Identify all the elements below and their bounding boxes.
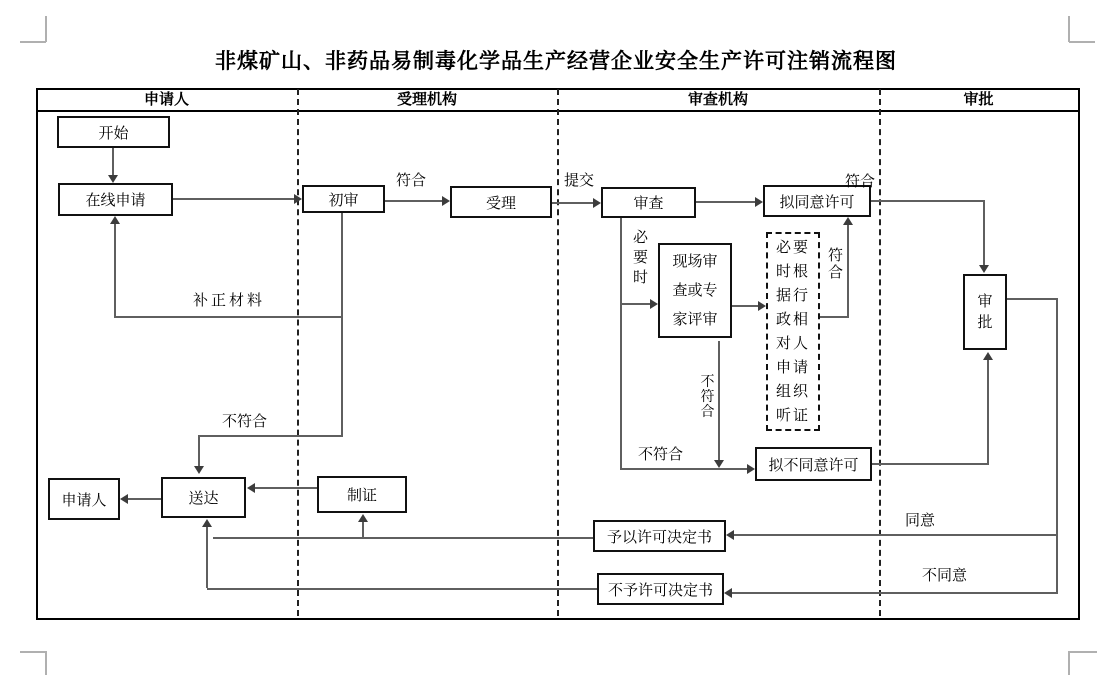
crop-mark-top-right-v bbox=[1068, 16, 1070, 42]
line-necessary-branch bbox=[622, 303, 653, 305]
arrow-into-makecert bbox=[358, 514, 368, 522]
arrow-into-proposed-disapprove bbox=[747, 464, 755, 474]
label-supplement: 补正材料 bbox=[193, 292, 266, 309]
crop-mark-bottom-right-h bbox=[1069, 651, 1097, 653]
label-not-conform-2: 不符合 bbox=[222, 413, 268, 430]
line-accept-to-review bbox=[552, 202, 596, 204]
line-onsite-to-hearing bbox=[732, 305, 761, 307]
crop-mark-top-left-h bbox=[20, 41, 46, 43]
lane-header-review-agency: 审查机构 bbox=[687, 91, 748, 108]
crop-mark-top-left-v bbox=[45, 16, 47, 42]
label-agree: 同意 bbox=[905, 512, 936, 529]
line-review-down bbox=[620, 218, 622, 470]
crop-mark-top-right-h bbox=[1069, 41, 1095, 43]
arrow-onsite-notconform bbox=[714, 460, 724, 468]
line-agree bbox=[729, 534, 1058, 536]
page-title: 非煤矿山、非药品易制毒化学品生产经营企业安全生产许可注销流程图 bbox=[215, 49, 897, 73]
arrow-into-initial-review bbox=[294, 194, 302, 204]
label-conform-2: 符合 bbox=[845, 173, 876, 190]
arrow-into-proposed-approve bbox=[755, 197, 763, 207]
crop-mark-bottom-left-v bbox=[45, 651, 47, 675]
node-deliver: 送达 bbox=[161, 477, 246, 518]
node-make-cert: 制证 bbox=[317, 476, 407, 513]
label-not-conform-1: 不符合 bbox=[700, 373, 715, 419]
node-initial-review: 初审 bbox=[302, 185, 385, 213]
arrow-into-hearing bbox=[758, 301, 766, 311]
line-up-to-deliver bbox=[206, 524, 208, 588]
line-supplement-up bbox=[114, 220, 116, 318]
node-online-apply: 在线申请 bbox=[58, 183, 173, 216]
node-approval: 审批 bbox=[963, 274, 1007, 350]
node-proposed-approve: 拟同意许可 bbox=[763, 185, 871, 217]
line-grant-left bbox=[213, 537, 593, 539]
line-initial-to-accept bbox=[385, 200, 445, 202]
line-deliver-to-applicant bbox=[124, 498, 161, 500]
label-conform-1: 符合 bbox=[396, 172, 427, 189]
line-disapprove-up bbox=[987, 357, 989, 465]
arrow-into-deliver-right bbox=[247, 483, 255, 493]
node-onsite-review: 现场审查或专家评审 bbox=[658, 243, 732, 338]
node-proposed-disapprove: 拟不同意许可 bbox=[755, 447, 872, 481]
line-notconform-left bbox=[198, 435, 343, 437]
arrow-into-deny-decision bbox=[724, 588, 732, 598]
line-onsite-notconform-down bbox=[718, 341, 720, 463]
line-review-to-approve bbox=[696, 201, 758, 203]
line-disagree bbox=[727, 592, 1058, 594]
node-grant-decision: 予以许可决定书 bbox=[593, 520, 726, 552]
lane-header-accepting-agency: 受理机构 bbox=[396, 91, 457, 108]
label-disagree: 不同意 bbox=[922, 567, 968, 584]
node-deny-decision: 不予许可决定书 bbox=[597, 573, 724, 605]
node-accept: 受理 bbox=[450, 186, 552, 218]
arrow-into-onsite-review bbox=[650, 299, 658, 309]
line-makecert-to-deliver bbox=[250, 487, 317, 489]
label-conform-3: 符合 bbox=[827, 247, 843, 281]
line-deny-left bbox=[207, 588, 597, 590]
line-disapprove-right bbox=[872, 463, 989, 465]
line-hearing-right bbox=[820, 316, 849, 318]
arrow-into-deliver-top bbox=[194, 466, 204, 474]
line-start-down bbox=[112, 148, 114, 178]
crop-mark-bottom-right-v bbox=[1068, 651, 1070, 675]
node-review: 审查 bbox=[601, 187, 696, 218]
line-to-proposed-disapprove bbox=[620, 468, 750, 470]
crop-mark-bottom-left-h bbox=[20, 651, 46, 653]
arrow-into-approval-bottom bbox=[983, 352, 993, 360]
node-start: 开始 bbox=[57, 116, 170, 148]
line-supplement-left bbox=[114, 316, 343, 318]
arrow-into-online-apply-bottom bbox=[110, 216, 120, 224]
label-submit: 提交 bbox=[564, 172, 595, 189]
line-notconform-down bbox=[198, 435, 200, 469]
lane-header-applicant: 申请人 bbox=[143, 91, 189, 108]
line-hearing-up bbox=[847, 221, 849, 318]
arrow-into-deliver-bottom bbox=[202, 519, 212, 527]
line-approval-right bbox=[1007, 298, 1058, 300]
node-hearing: 必要时根据行政相对人申请组织听证 bbox=[766, 232, 820, 431]
label-when-necessary: 必要时 bbox=[632, 229, 648, 286]
arrow-into-approve-bottom bbox=[843, 217, 853, 225]
line-initial-down bbox=[341, 212, 343, 437]
label-not-conform-3: 不符合 bbox=[638, 446, 684, 463]
line-approval-down bbox=[1056, 298, 1058, 594]
arrow-into-review bbox=[593, 198, 601, 208]
lane-header-approval: 审批 bbox=[963, 91, 994, 108]
arrow-into-approval-top bbox=[979, 265, 989, 273]
arrow-into-accept bbox=[442, 196, 450, 206]
line-online-to-initial bbox=[173, 198, 297, 200]
arrow-into-online-apply bbox=[108, 175, 118, 183]
node-applicant: 申请人 bbox=[48, 478, 120, 520]
lane-divider-3 bbox=[879, 89, 881, 616]
line-approve-down bbox=[983, 200, 985, 267]
arrow-into-applicant bbox=[120, 494, 128, 504]
arrow-into-grant-decision bbox=[726, 530, 734, 540]
line-approve-right bbox=[871, 200, 985, 202]
